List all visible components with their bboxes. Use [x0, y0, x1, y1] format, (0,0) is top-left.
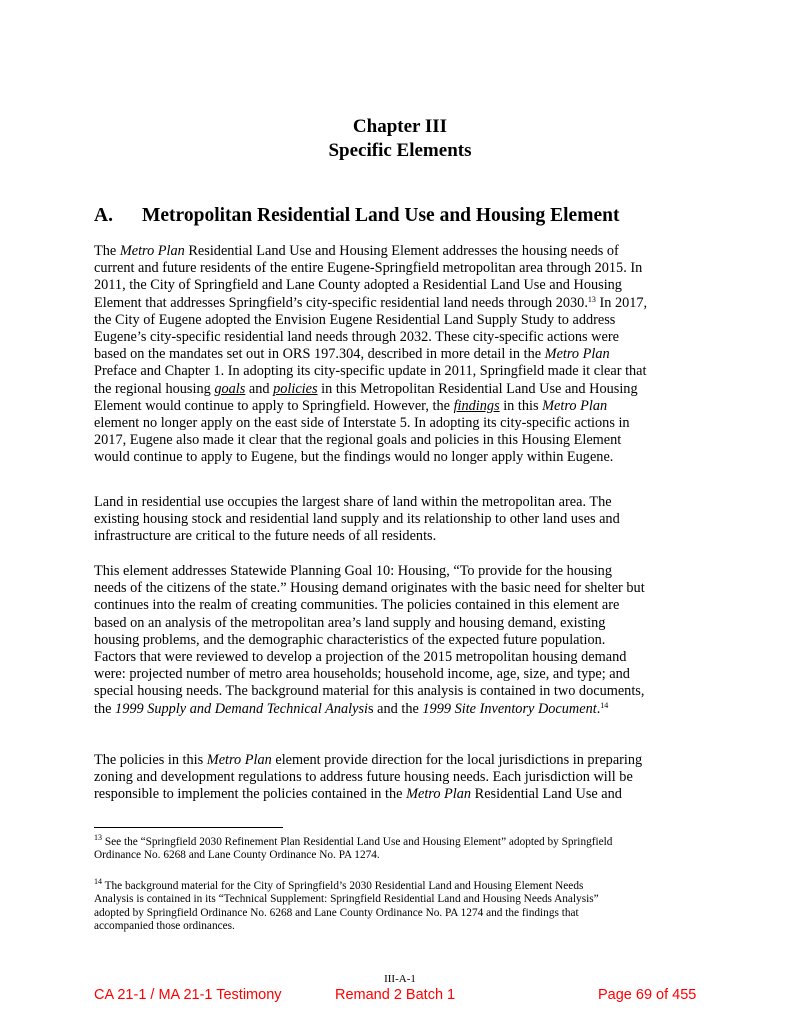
text: See the “Springfield 2030 Refinement Plan Residential Land Use and Housing Element” adopted by Springfield: [102, 836, 613, 848]
footnote-number: 14: [94, 877, 102, 886]
testimony-stamp: CA 21-1 / MA 21-1 Testimony: [94, 987, 282, 1003]
text: the: [94, 700, 116, 717]
paragraph-1: [94, 243, 714, 467]
italic-text: 1999 Site Inventory Document: [422, 700, 597, 717]
section-title: Metropolitan Residential Land Use and Housing Element: [142, 205, 620, 226]
text-line: Land in residential use occupies the largest share of land within the metropolitan area. The: [94, 494, 612, 510]
text-line: based on an analysis of the metropolitan area’s land supply and housing demand, existing: [94, 614, 606, 631]
footnote-13: [94, 833, 714, 863]
italic-text: Metro Plan: [544, 346, 610, 363]
text: The background material for the City of Springfield’s 2030 Residential Land and Housing Element Needs: [102, 880, 584, 892]
batch-stamp: Remand 2 Batch 1: [335, 987, 456, 1003]
underlined-italic-text: policies: [273, 380, 318, 397]
text-line: zoning and development regulations to address future housing needs. Each jurisdiction will be: [94, 769, 633, 786]
section-letter: A.: [94, 205, 113, 226]
text-line: element no longer apply on the east side of Interstate 5. In adopting its city-specific actions in: [94, 415, 630, 432]
text: .: [596, 700, 601, 717]
text: element provide direction for the local jurisdictions in preparing: [271, 752, 643, 768]
footnote-ref-14[interactable]: 14: [600, 700, 609, 710]
italic-text: Metro Plan: [542, 397, 608, 414]
underlined-italic-text: findings: [453, 397, 500, 414]
italic-text: 1999 Supply and Demand Technical Analysi: [115, 700, 368, 717]
text-line: were: projected number of metro area households; household income, age, size, and type; and: [94, 666, 630, 683]
text-line: needs of the citizens of the state.” Housing demand originates with the basic need for shelter but: [94, 580, 645, 597]
text-line: 2017, Eugene also made it clear that the regional goals and policies in this Housing Element: [94, 432, 622, 449]
text: and: [245, 380, 274, 397]
text: Element would continue to apply to Springfield. However, the: [94, 397, 454, 414]
text-line: would continue to apply to Eugene, but the findings would no longer apply within Eugene.: [94, 449, 614, 466]
paragraph-3: [94, 563, 714, 718]
text-line: continues into the realm of creating communities. The policies contained in this element are: [94, 597, 620, 614]
text: in this Metropolitan Residential Land Use and Housing: [317, 380, 638, 397]
italic-text: Metro Plan: [206, 752, 272, 768]
text-line: Preface and Chapter 1. In adopting its city-specific update in 2011, Springfield made it clear that: [94, 363, 647, 380]
text-line: Factors that were reviewed to develop a projection of the 2015 metropolitan housing demand: [94, 649, 627, 666]
footnote-14: [94, 877, 714, 934]
underlined-italic-text: goals: [214, 380, 246, 397]
text-line: infrastructure are critical to the future needs of all residents.: [94, 528, 437, 545]
text: the regional housing: [94, 380, 215, 397]
italic-text: Metro Plan: [119, 243, 185, 259]
chapter-subtitle: Specific Elements: [328, 140, 472, 161]
text-line: adopted by Springfield Ordinance No. 6268 and Lane County Ordinance No. PA 1274 and the findings that: [94, 906, 579, 919]
text-line: special housing needs. The background material for this analysis is contained in two documents,: [94, 683, 645, 700]
text: based on the mandates set out in ORS 197.304, described in more detail in the: [94, 346, 545, 363]
text: The: [94, 243, 120, 259]
page-count-stamp: Page 69 of 455: [598, 987, 697, 1003]
paragraph-4: [94, 752, 714, 804]
paragraph-2: [94, 494, 714, 546]
text-line: the City of Eugene adopted the Envision Eugene Residential Land Supply Study to address: [94, 311, 616, 328]
footnote-number: 13: [94, 833, 102, 842]
text: s and the: [368, 700, 423, 717]
text: The policies in this: [94, 752, 207, 768]
text-line: existing housing stock and residential land supply and its relationship to other land uses and: [94, 511, 620, 528]
text-line: 2011, the City of Springfield and Lane County adopted a Residential Land Use and Housing: [94, 277, 622, 294]
text-line: housing problems, and the demographic characteristics of the expected future population.: [94, 631, 606, 648]
text-line: current and future residents of the entire Eugene-Springfield metropolitan area through 2015. In: [94, 260, 643, 277]
text-line: Analysis is contained in its “Technical Supplement: Springfield Residential Land and Housing Needs Analysis”: [94, 893, 599, 906]
footnote-ref-13[interactable]: 13: [587, 294, 596, 304]
text: Residential Land Use and Housing Element addresses the housing needs of: [184, 243, 619, 259]
text-line: Eugene’s city-specific residential land needs through 2032. These city-specific actions were: [94, 329, 619, 346]
footnote-separator: [94, 827, 283, 828]
page-number: III-A-1: [384, 973, 416, 985]
text: responsible to implement the policies contained in the: [94, 786, 407, 803]
text: Element that addresses Springfield’s city-specific residential land needs through 2030.: [94, 294, 588, 311]
text: In 2017,: [595, 294, 648, 311]
chapter-title: Chapter III: [352, 116, 448, 137]
text-line: This element addresses Statewide Planning Goal 10: Housing, “To provide for the housing: [94, 563, 612, 579]
text: Residential Land Use and: [471, 786, 622, 803]
italic-text: Metro Plan: [406, 786, 472, 803]
text-line: Ordinance No. 6268 and Lane County Ordinance No. PA 1274.: [94, 849, 380, 862]
text-line: accompanied those ordinances.: [94, 920, 235, 933]
section-heading: [94, 204, 619, 228]
text: in this: [499, 397, 543, 414]
